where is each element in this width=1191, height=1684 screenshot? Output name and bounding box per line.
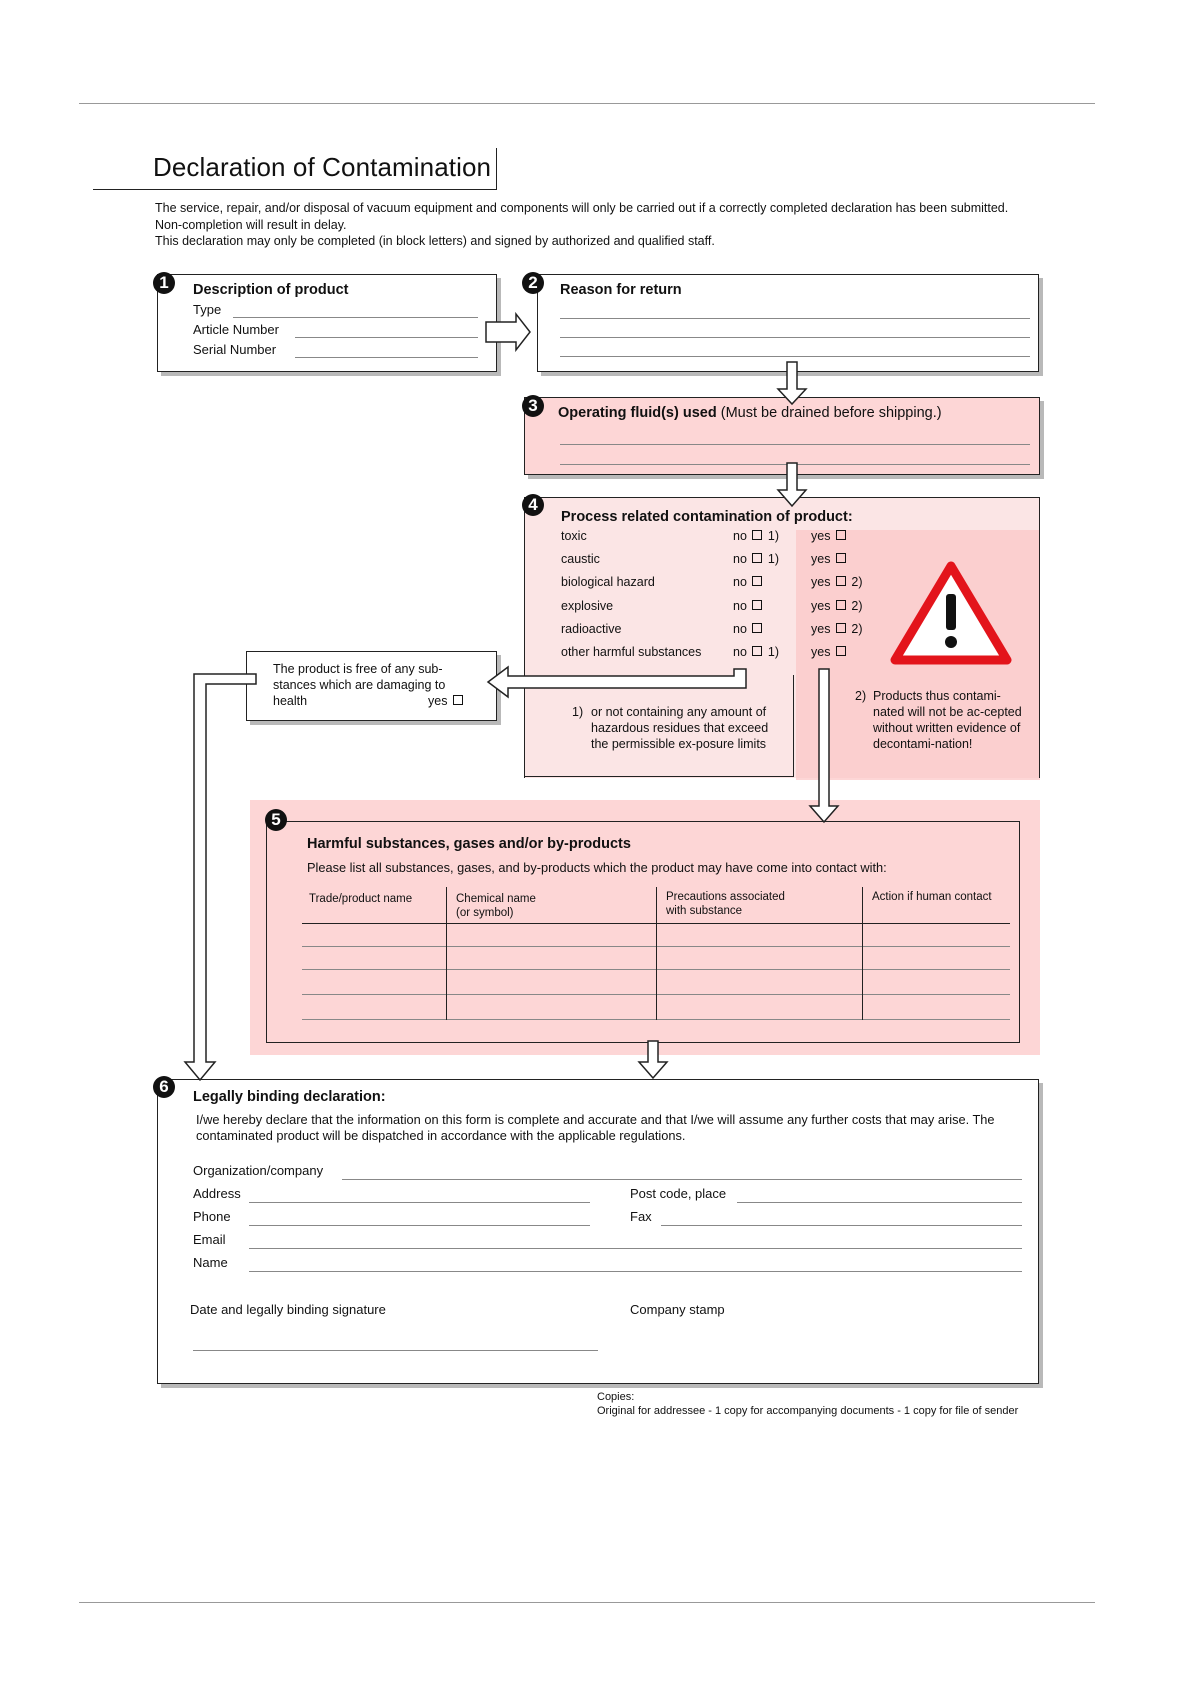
- stamp-label: Company stamp: [630, 1302, 725, 1317]
- no-label: no: [733, 529, 747, 543]
- sec4-heading: Process related contamination of product:: [561, 509, 853, 525]
- note2-text: Products thus contami-nated will not be ac-cepted without written evidence of decontami-nation!: [873, 689, 1022, 751]
- name-label: Name: [193, 1255, 228, 1270]
- arrow-4-to-5: [810, 669, 838, 822]
- col-precautions: Precautions associated with substance: [666, 891, 785, 917]
- no-label: no: [733, 598, 747, 613]
- sec6-heading: Legally binding declaration:: [193, 1089, 386, 1105]
- phone-label: Phone: [193, 1209, 231, 1224]
- arrow-3-to-4: [778, 463, 806, 506]
- no-label: no: [733, 621, 747, 636]
- yes-label: yes: [811, 621, 831, 636]
- yes-footnote: 2): [851, 621, 863, 636]
- free-yes[interactable]: yes: [428, 693, 465, 709]
- contam-label: toxic: [561, 529, 587, 543]
- note2-number: 2): [855, 689, 867, 703]
- no-footnote: 1): [767, 529, 779, 543]
- no-footnote: 1): [767, 645, 779, 659]
- fax-label: Fax: [630, 1209, 652, 1224]
- contam-label: explosive: [561, 598, 614, 613]
- sec1-number: 1: [153, 272, 175, 294]
- yes-label: yes: [811, 598, 831, 613]
- contam-label: biological hazard: [561, 575, 655, 590]
- col-trade-name: Trade/product name: [309, 893, 413, 905]
- org-label: Organization/company: [193, 1163, 324, 1178]
- article-number-label: Article Number: [193, 322, 279, 337]
- sec5-heading: Harmful substances, gases and/or by-products: [307, 836, 631, 852]
- sec5-number: 5: [265, 809, 287, 831]
- arrow-1-to-2: [486, 314, 530, 350]
- sec6-text: I/we hereby declare that the information on this form is complete and accurate and that I/we will assume any further costs that may arise. The contaminated product will be dispatched in accordance with the applicable regulations.: [196, 1112, 995, 1143]
- sec1-heading: Description of product: [193, 282, 349, 298]
- sec6-number: 6: [153, 1076, 175, 1098]
- arrow-4-to-free: [488, 667, 746, 697]
- arrow-5-to-6: [639, 1041, 667, 1078]
- copies-note: Copies: Original for addressee - 1 copy for accompanying documents - 1 copy for file of sender: [597, 1391, 1019, 1417]
- sec3-number: 3: [522, 395, 544, 417]
- no-footnote: 1): [767, 552, 779, 567]
- no-label: no: [733, 552, 747, 567]
- contam-label: caustic: [561, 552, 600, 567]
- arrow-free-to-6: [185, 674, 256, 1080]
- intro-text: The service, repair, and/or disposal of vacuum equipment and components will only be carried out if a correctly completed declaration has been submitted. Non-completion will result in delay. This declaration may only be completed (in block letters) and signed by authorized and qualified staff.: [155, 201, 1009, 248]
- note1-number: 1): [572, 705, 584, 719]
- col-action: Action if human contact: [872, 891, 992, 903]
- yes-footnote: 2): [851, 598, 863, 613]
- no-label: no: [733, 645, 747, 659]
- arrow-2-to-3: [778, 362, 806, 404]
- contam-label: other harmful substances: [561, 645, 702, 659]
- serial-number-label: Serial Number: [193, 342, 277, 357]
- no-label: no: [733, 575, 747, 590]
- post-code-label: Post code, place: [630, 1186, 727, 1201]
- yes-label: yes: [811, 575, 831, 590]
- contam-label: radioactive: [561, 621, 622, 636]
- sec3-heading: Operating fluid(s) used (Must be drained before shipping.): [558, 405, 942, 421]
- sec2-heading: Reason for return: [560, 282, 682, 298]
- yes-footnote: 2): [851, 575, 863, 590]
- email-label: Email: [193, 1232, 226, 1247]
- yes-label: yes: [811, 552, 831, 567]
- type-label: Type: [193, 302, 222, 317]
- free-text: The product is free of any sub-stances which are damaging to health: [273, 662, 446, 708]
- sec5-subtitle: Please list all substances, gases, and by-products which the product may have come into contact with:: [307, 860, 887, 875]
- sec2-number: 2: [522, 272, 544, 294]
- yes-label: yes: [811, 645, 831, 659]
- col-chemical-name: Chemical name (or symbol): [456, 893, 536, 919]
- page-title: Declaration of Contamination: [153, 152, 492, 182]
- signature-label: Date and legally binding signature: [190, 1302, 386, 1317]
- address-label: Address: [193, 1186, 241, 1201]
- note1-text: or not containing any amount of hazardous residues that exceed the permissible ex-posure limits: [591, 705, 769, 751]
- sec4-number: 4: [522, 494, 544, 516]
- yes-label: yes: [811, 529, 831, 543]
